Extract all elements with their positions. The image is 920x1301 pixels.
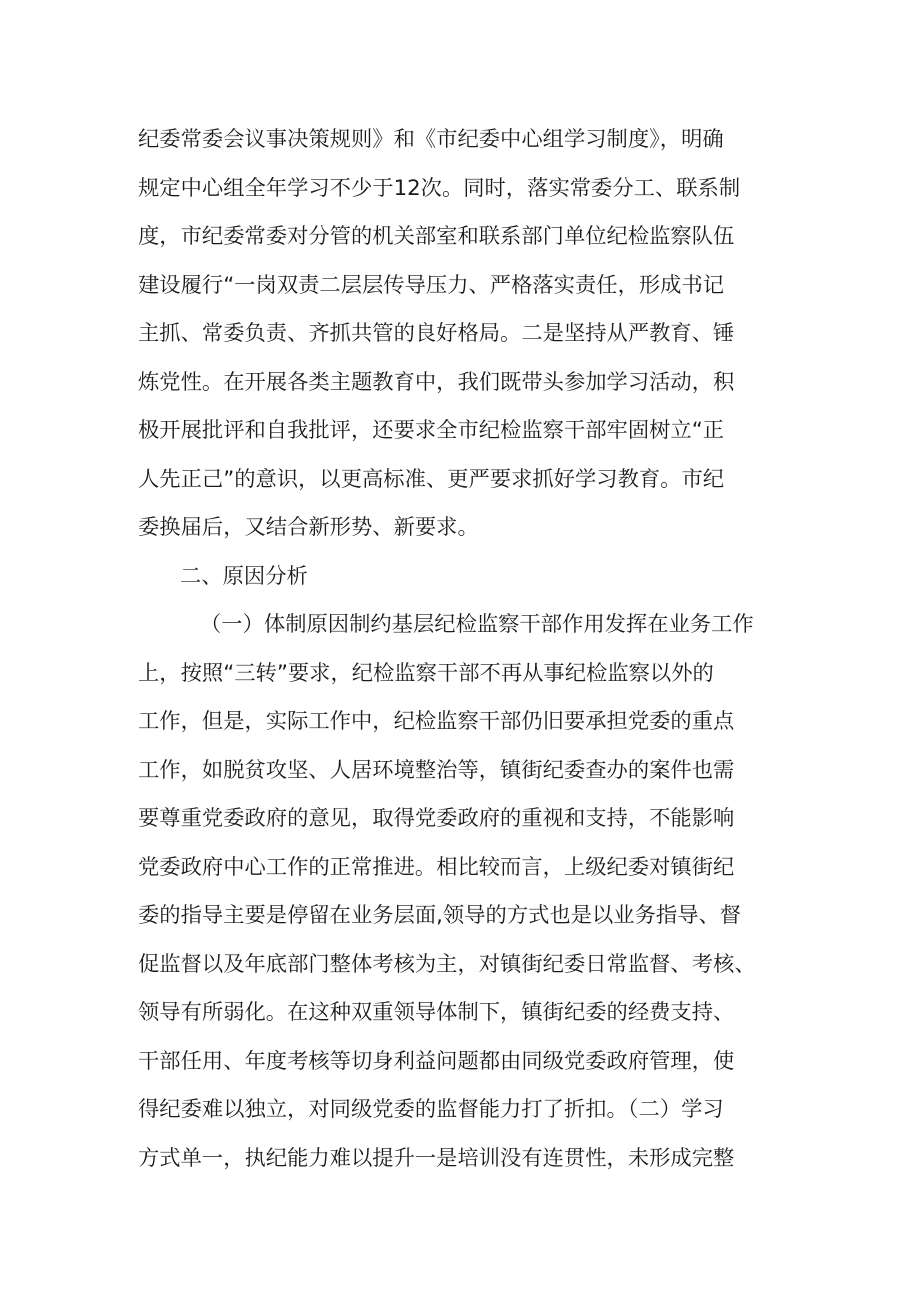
body-text-line: 度，市纪委常委对分管的机关部室和联系部门单位纪检监察队伍	[138, 224, 735, 249]
body-text-line: 工作，如脱贫攻坚、人居环境整治等，镇街纪委查办的案件也需	[138, 758, 735, 783]
body-text-line: 上，按照“三转”要求，纪检监察干部不再从事纪检监察以外的	[138, 661, 714, 686]
body-text-line: 委换届后，又结合新形势、新要求。	[138, 515, 479, 540]
body-text-line: 建设履行“一岗双责二层层传导压力、严格落实责任，形成书记	[138, 273, 725, 298]
body-text-line: 极开展批评和自我批评，还要求全市纪检监察干部牢固树立“正	[138, 418, 725, 443]
body-text-line: 委的指导主要是停留在业务层面,领导的方式也是以业务指导、督	[138, 903, 742, 928]
body-text-line: 人先正己”的意识，以更高标准、更严要求抓好学习教育。市纪	[138, 467, 725, 492]
body-text-line: 纪委常委会议事决策规则》和《市纪委中心组学习制度》，明确	[138, 127, 724, 152]
body-text-line: 干部任用、年度考核等切身利益问题都由同级党委政府管理，使	[138, 1049, 735, 1074]
body-text-line: 规定中心组全年学习不少于12次。同时，落实常委分工、联系制	[138, 176, 741, 201]
body-text-line: 得纪委难以独立，对同级党委的监督能力打了折扣。（二）学习	[138, 1097, 724, 1122]
body-text-line: 要尊重党委政府的意见，取得党委政府的重视和支持，不能影响	[138, 806, 735, 831]
body-text-line: 工作，但是，实际工作中，纪检监察干部仍旧要承担党委的重点	[138, 709, 735, 734]
body-text-line: 炼党性。在开展各类主题教育中，我们既带头参加学习活动，积	[138, 370, 735, 395]
body-text-line: 党委政府中心工作的正常推进。相比较而言，上级纪委对镇街纪	[138, 855, 735, 880]
body-text-line: （一）体制原因制约基层纪检监察干部作用发挥在业务工作	[200, 612, 754, 637]
section-heading: 二、原因分析	[180, 564, 308, 589]
body-text-line: 领导有所弱化。在这种双重领导体制下，镇街纪委的经费支持、	[138, 1000, 735, 1025]
body-text-line: 促监督以及年底部门整体考核为主，对镇街纪委日常监督、考核、	[138, 952, 756, 977]
body-text-line: 方式单一，执纪能力难以提升一是培训没有连贯性，未形成完整	[138, 1146, 735, 1171]
body-text-line: 主抓、常委负责、齐抓共管的良好格局。二是坚持从严教育、锤	[138, 321, 735, 346]
